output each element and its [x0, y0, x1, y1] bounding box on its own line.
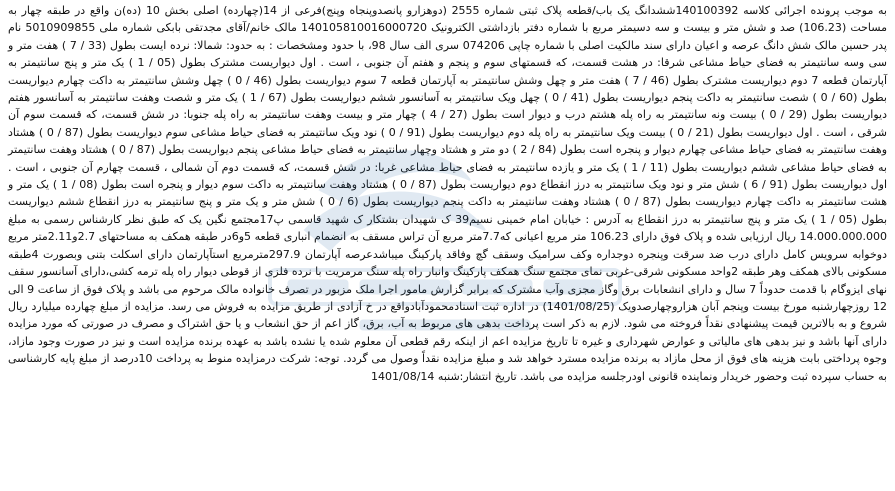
auction-notice-text: به موجب پرونده اجرائی کلاسه 140100392ششدانگ یک باب/قطعه پلاک ثبتی شماره 2555 (دوهزارو پانصدوپنجاه وپنج)فرعی از 14(چهارده) اصلی بخش 10 (ده)ن واقع در طبقه چهار به مساحت (106.23) صد و شش متر و بیست و سه دسیمتر مربع با شماره دفتر بازداشتی الکترونیک 140105810016000720 مالک خانم/آقای مجدتقی بابکی شماره ملی 5010909855 نام پدر حسین مالک شش دانگ عرصه و اعیان دارای سند مالکیت اصلی با شماره چاپی 074206 سری الف سال 98، با حدود ومشخصات : به حدود: شمالا: نرده ایست بطول (33 / 7 ) هفت متر و سی وسه سانتیمتر به فضای حیاط مشاعی شرقا: در هشت قسمت، که قسمتهای سوم و پنجم و هفتم آن جنوبی ، است . اول دیواریست مشترک بطول (05 / 1 ) یک متر و پنج سانتیمتر به آپارتمان قطعه 7 دوم دیواریست مشترک بطول (46 / 7 ) هفت متر و چهل وشش سانتیمتر به آپارتمان قطعه 7 سوم دیواریست بطول (46 / 0 ) چهل وشش سانتیمتر به داکت چهارم دیواریست بطول (60 / 0 ) شصت سانتیمتر به داکت پنجم دیواریست بطول (41 / 0 ) چهل ویک سانتیمتر به آسانسور ششم دیواریست بطول (67 / 1 ) یک متر و شصت وهفت سانتیمتر به آسانسور هفتم دیواریست بطول (29 / 0 ) بیست ونه سانتیمتر به راه پله هشتم درب و دیوار است بطول (27 / 4 ) چهار متر و بیست وهفت سانتیمتر به راه پله جنوبا: در شش قسمت، که قسمت سوم آن شرقی ، است . اول دیواریست بطول (21 / 0 ) بیست ویک سانتیمتر به راه پله دوم دیواریست بطول (91 / 0 ) نود ویک سانتیمتر به فضای حیاط مشاعی سوم دیواریست بطول (87 / 0 ) هشتاد وهفت سانتیمتر به فضای حیاط مشاعی چهارم دیوار و پنجره است بطول (84 / 2 ) دو متر و هشتاد وچهار سانتیمتر به فضای حیاط مشاعی پنجم دیواریست بطول (87 / 0 ) هشتاد وهفت سانتیمتر به فضای حیاط مشاعی ششم دیواریست بطول (11 / 1 ) یک متر و یازده سانتیمتر به فضای حیاط مشاعی غربا: در شش قسمت، که قسمت دوم آن شمالی ، قسمت چهارم آن جنوبی ، است . اول دیواریست بطول (91 / 6 ) شش متر و نود ویک سانتیمتر به درز انقطاع دوم دیواریست بطول (87 / 0 ) هشتاد وهفت سانتیمتر به داکت سوم دیوار و پنجره است بطول (08 / 1 ) یک متر و هشت سانتیمتر به داکت چهارم دیواریست بطول (87 / 0 ) هشتاد وهفت سانتیمتر به داکت پنجم دیواریست بطول (6 / 0 ) شش متر و یک متر و پنج سانتیمتر به درز انقطاع ششم دیواریست بطول (05 / 1 ) یک متر و پنج سانتیمتر به درز انقطاع به آدرس : خیابان امام خمینی نسیم39 ک شهیدان بشتکار ک شهید قاسمی پ17مجتمع نگین یک که طبق نظر کارشناس رسمی به مبلغ 14.000.000.000 ریال ارزیابی شده و پلاک فوق دارای 106.23 متر مربع اعیانی که7.7متر مربع آن تراس مسقف به انضمام انباری قطعه 5و6در طبقه همکف به مساحتهای 2.7و2.11متر مربع دوخوابه سرویس کامل دارای درب ضد سرقت وپنجره دوجداره وکف سرامیک وسقف گچ وفاقد پارکینگ میباشدعرصه آپارتمان 297.9مترمربع استآپارتمان دارای اسکلت بتنی وبصورت 4طبقه مسکونی بالای همکف وهر طبقه 2واحد مسکونی شرقی-غربی نمای مجتمع سنگ همکف پارکینگ وانبار راه پله سنگ مرمریت با نرده فلزی از قوطی دیوار راه پله ترمه کشی،دارای آسانسور سقف نهای ایزوگام با قدمت حدوداً 7 سال و دارای انشعابات برق وگاز مجزی وآب مشترک که برابر گزارش مامور اجرا ملک مزبور در تصرف خانواده مالک مرحوم می باشد و پلاک فوق از ساعت 9 الی 12 روزچهارشنبه مورخ بیست وپنجم آبان هزاروچهارصدویک (1401/08/25) در اداره ثبت اسنادمحمودآبادواقع در خ آزادی از طریق مزایده به فروش می رسد. مزایده از مبلغ چهارده میلیارد ریال شروع و به بالاترین قیمت پیشنهادی نقداً فروخته می شود. لازم به ذکر است پرداخت بدهی های مربوط به آب، برق، گاز اعم از حق انشعاب و یا حق اشتراک و مصرف در صورتی که مورد مزایده دارای آنها باشد و نیز بدهی های مالیاتی و عوارض شهرداری و غیره تا تاریخ مزایده اعم از اینکه رقم قطعی آن معلوم شده یا نشده باشد به عهده برنده مزایده است و نیز در صورت وجود مازاد، وجوه پرداختی بابت هزینه های فوق از محل مازاد به برنده مزایده مسترد خواهد شد و مبلغ مزایده نقداً وصول می گردد. توجه: شرکت درمزایده منوط به پرداخت 10درصد از مبلغ پایه کارشناسی به حساب سپرده ثبت وحضور خریدار ونماینده قانونی اودرجلسه مزایده می باشد. تاریخ انتشار:شنبه 1401/08/14	[8, 4, 888, 383]
